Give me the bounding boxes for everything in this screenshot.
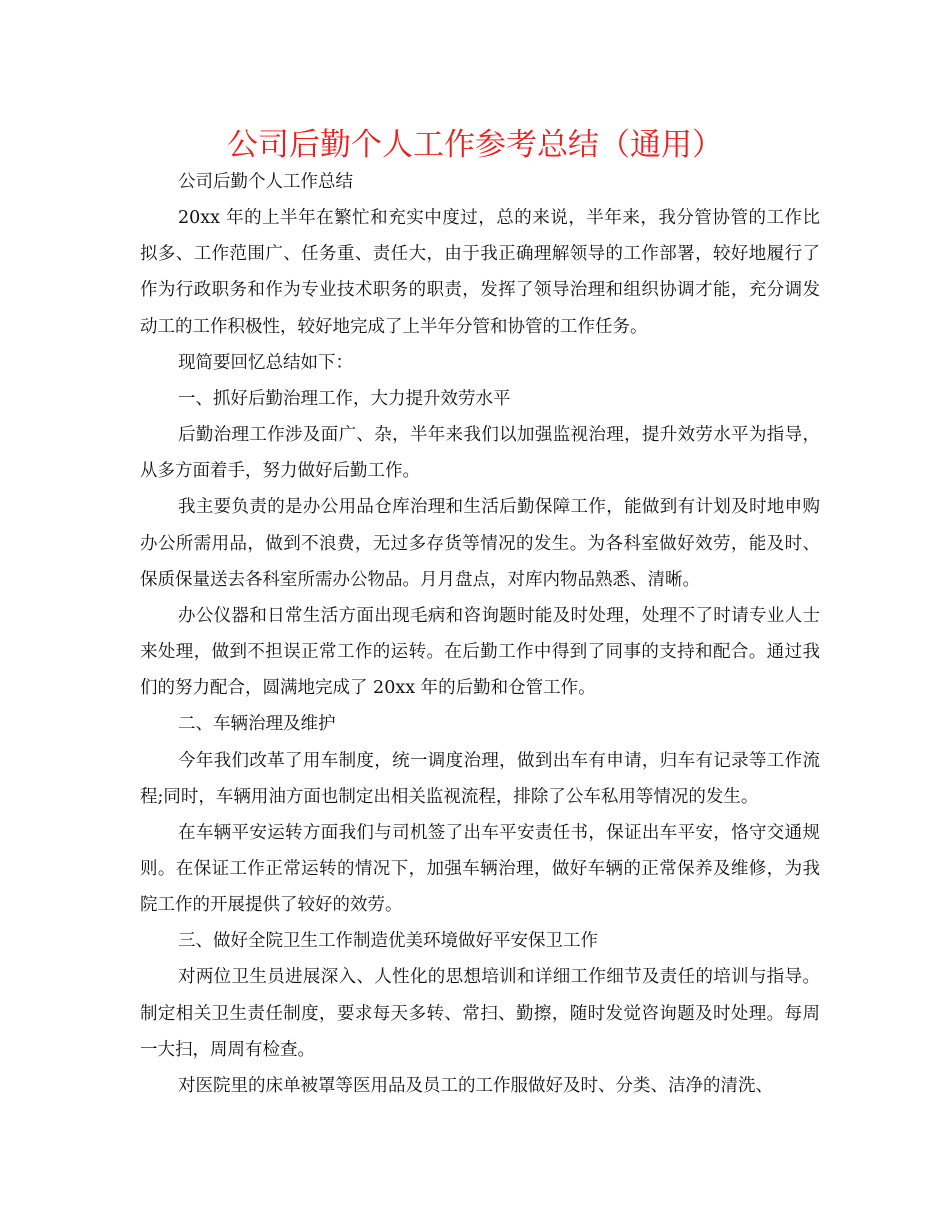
body-paragraph: 今年我们改革了用车制度，统一调度治理，做到出车有申请，归车有记录等工作流程;同时，车辆用油方面也制定出相关监视流程，排除了公车私用等情况的发生。 [140, 750, 820, 807]
document-body [140, 164, 820, 1104]
body-paragraph: 对医院里的床单被罩等医用品及员工的工作服做好及时、分类、洁净的清洗、 [178, 1075, 773, 1096]
document-title: 公司后勤个人工作参考总结（通用） [227, 127, 723, 163]
body-paragraph: 20xx 年的上半年在繁忙和充实中度过，总的来说，半年来，我分管协管的工作比拟多、工作范围广、任务重、责任大，由于我正确理解领导的工作部署，较好地履行了作为行政职务和作为专业技术职务的职责，发挥了领导治理和组织协调才能，充分调发动工的工作积极性，较好地完成了上半年分管和协管的工作任务。 [140, 208, 820, 337]
body-paragraph: 办公仪器和日常生活方面出现毛病和咨询题时能及时处理，处理不了时请专业人士来处理，做到不担误正常工作的运转。在后勤工作中得到了同事的支持和配合。通过我们的努力配合，圆满地完成了 20xx 年的后勤和仓管工作。 [140, 605, 820, 699]
body-paragraph: 对两位卫生员进展深入、人性化的思想培训和详细工作细节及责任的培训与指导。制定相关卫生责任制度，要求每天多转、常扫、勤擦，随时发觉咨询题及时处理。每周一大扫，周周有检查。 [140, 967, 820, 1060]
section-heading: 三、做好全院卫生工作制造优美环境做好平安保卫工作 [178, 931, 598, 952]
body-paragraph: 后勤治理工作涉及面广、杂，半年来我们以加强监视治理，提升效劳水平为指导，从多方面着手，努力做好后勤工作。 [140, 425, 820, 482]
section-heading: 一、抓好后勤治理工作，大力提升效劳水平 [178, 388, 511, 409]
body-paragraph: 在车辆平安运转方面我们与司机签了出车平安责任书，保证出车平安，恪守交通规则。在保证工作正常运转的情况下，加强车辆治理，做好车辆的正常保养及维修，为我院工作的开展提供了较好的效劳。 [140, 822, 820, 916]
body-paragraph: 现简要回忆总结如下： [178, 352, 353, 373]
body-paragraph: 我主要负责的是办公用品仓库治理和生活后勤保障工作，能做到有计划及时地申购办公所需用品，做到不浪费，无过多存货等情况的发生。为各科室做好效劳，能及时、保质保量送去各科室所需办公物品。月月盘点，对库内物品熟悉、清晰。 [140, 497, 820, 590]
subtitle-paragraph: 公司后勤个人工作总结 [178, 172, 353, 192]
section-heading: 二、车辆治理及维护 [178, 714, 336, 735]
